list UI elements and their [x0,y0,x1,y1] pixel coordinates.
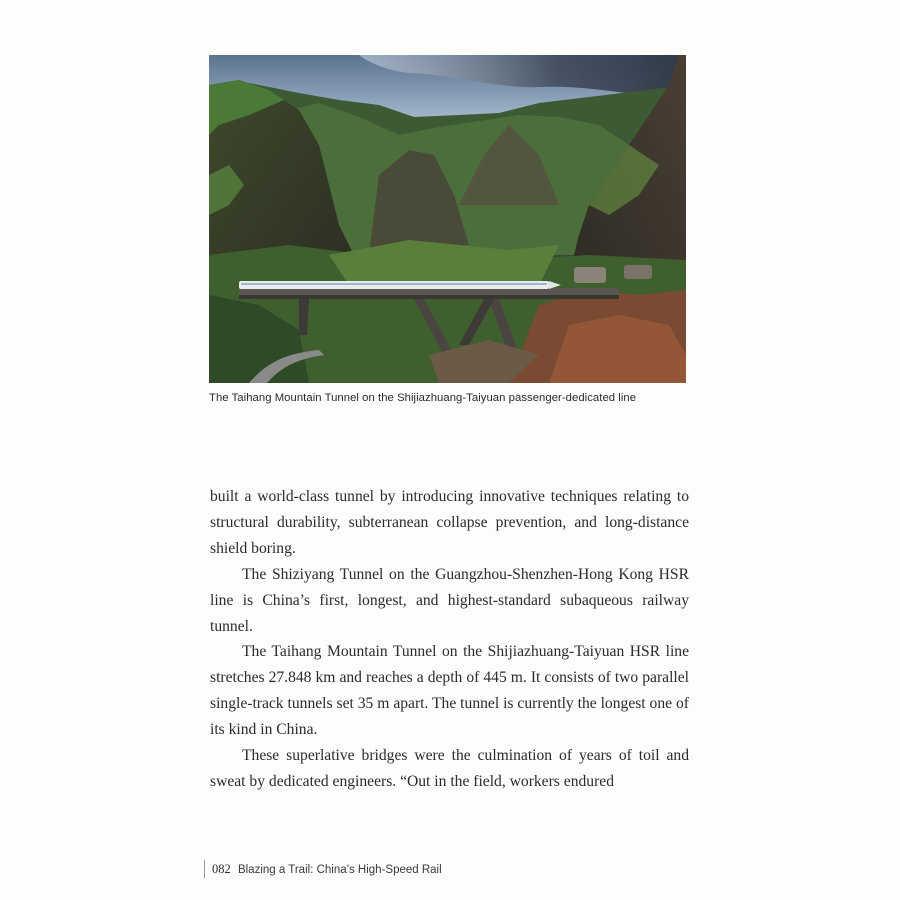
photo-caption: The Taihang Mountain Tunnel on the Shijiazhuang-Taiyuan passenger-dedicated line [209,392,637,404]
book-title: Blazing a Trail: China’s High-Speed Rail [237,864,442,876]
page-footer [204,860,442,878]
page-number: 082 [212,862,231,876]
paragraph: built a world-class tunnel by introducing innovative techniques relating to structural durability, subterranean collapse prevention, and long-distance shield boring. [210,488,689,557]
mountain-rail-bridge-photo [209,55,686,383]
body-text [210,484,689,795]
paragraph: These superlative bridges were the culmination of years of toil and sweat by dedicated engineers. “Out in the field, workers endured [210,747,689,790]
paragraph: The Shiziyang Tunnel on the Guangzhou-Shenzhen-Hong Kong HSR line is China’s first, longest, and highest-standard subaqueous railway tunnel. [210,565,689,635]
paragraph: The Taihang Mountain Tunnel on the Shijiazhuang-Taiyuan HSR line stretches 27.848 km and reaches a depth of 445 m. It consists of two parallel single-track tunnels set 35 m apart. The tunnel is currently the longest one of its kind in China. [210,643,689,739]
